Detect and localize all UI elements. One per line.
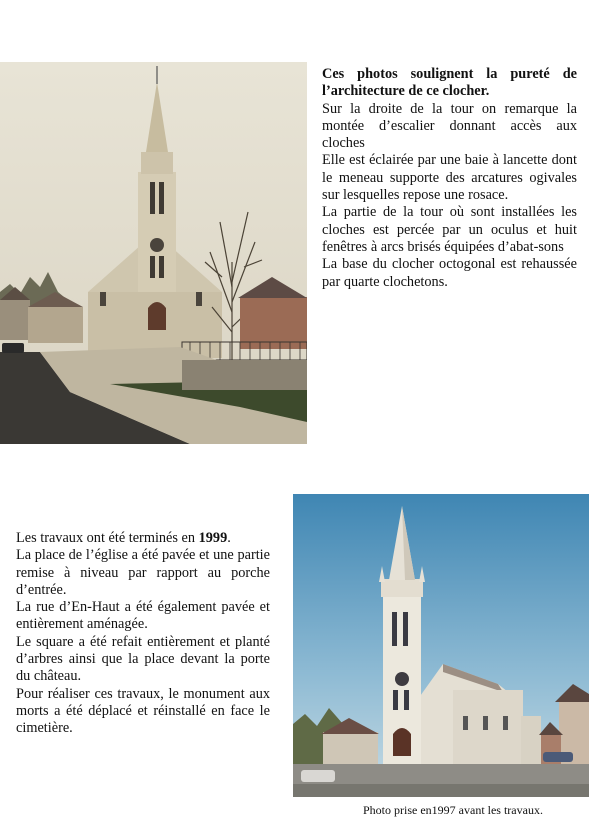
works-paragraph-2: La rue d’En-Haut a été également pavée et entièrement aménagée.	[16, 599, 270, 633]
top-paragraph-2: Elle est éclairée par une baie à lancette dont le meneau supporte des arcatures ogivales sur lesquelles repose une rosace.	[322, 152, 577, 204]
photo-caption: Photo prise en1997 avant les travaux.	[363, 803, 543, 817]
works-description	[16, 530, 270, 738]
church-photo-after-works-image	[0, 62, 307, 444]
works-paragraph-4: Pour réaliser ces travaux, le monument aux morts a été déplacé et réinstallé en face le cimetière.	[16, 685, 270, 737]
works-intro-end: .	[227, 530, 231, 546]
works-paragraph-1: La place de l’église a été pavée et une partie remise à niveau par rapport au porche d’entrée.	[16, 547, 270, 598]
works-intro	[16, 530, 270, 547]
works-intro-text: Les travaux ont été terminés en	[16, 530, 199, 546]
church-photo-after-works	[0, 62, 307, 444]
top-heading: Ces photos soulignent la pureté de l’architecture de ce clocher.	[322, 66, 577, 100]
top-paragraph-3: La partie de la tour où sont installées les cloches est percée par un oculus et huit fenêtres à arcs brisés équipées d’abat-sons	[322, 204, 577, 255]
top-paragraph-4: La base du clocher octogonal est rehaussée par quarte clochetons.	[322, 256, 577, 290]
works-year: 1999	[198, 530, 228, 546]
top-description	[322, 66, 577, 291]
top-paragraph-1: Sur la droite de la tour on remarque la montée d’escalier donnant accès aux cloches	[322, 100, 577, 152]
works-paragraph-3: Le square a été refait entièrement et planté d’arbres ainsi que la place devant la porte du château.	[16, 633, 270, 685]
church-photo-1997-image	[293, 494, 589, 797]
church-photo-1997	[293, 494, 589, 797]
